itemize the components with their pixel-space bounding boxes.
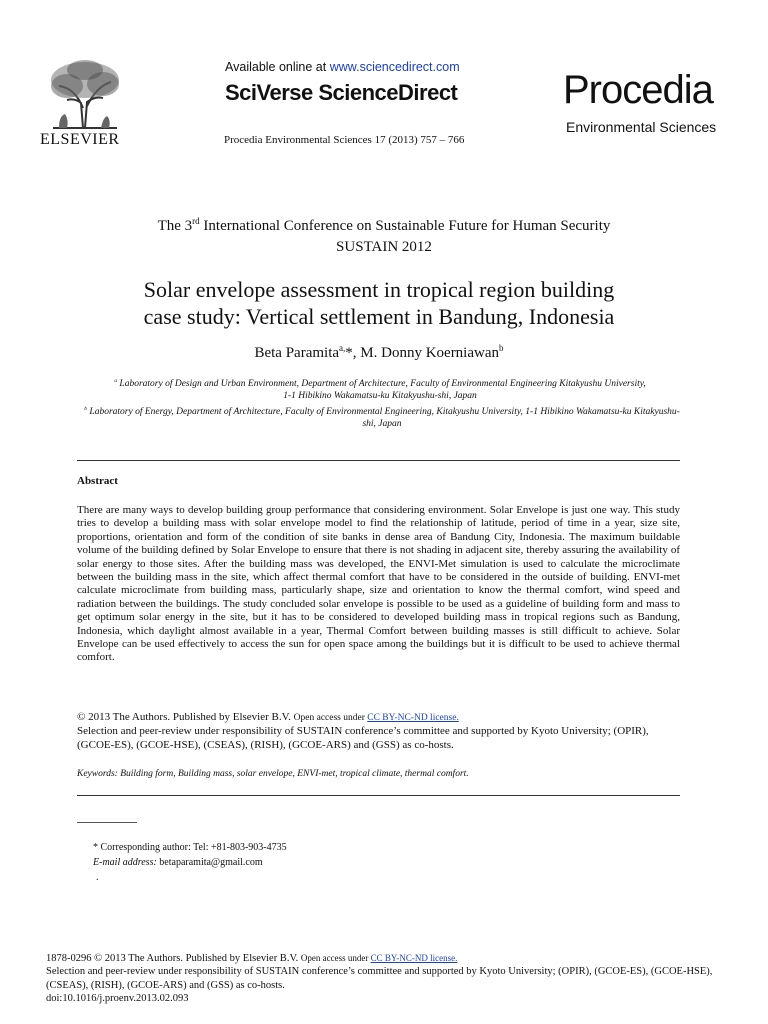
abstract-body: There are many ways to develop building group performance that considering environment. Solar Envelope is just one way. This study tries to develop a building mass with solar envelope model to find the relationship of latitude, period of time in a year, size site, proportions, orientation and form of the condition of site banks in dense area of Bandung City, Indonesia. The maximum buildable volume of the building defined by Solar Envelope to ensure that there is not shading in adjacent site, thereby assuring the availability of solar energy to those sites. After the building mass was developed, the ENVI-Met simulation is used to calculate the microclimate between the building mass in the site, which affect thermal comfort that have to be considered in the outside of building. ENVI-met calculate microclimate from building mass, particularly shape, size and orientation to know the thermal comfort, wind speed and radiation between the buildings. The study concluded solar envelope is possible to be used as a guideline of building form and mass to get optimum solar energy in the site, but it has to be considered to developed building mass in tropical regions such as Bandung, Indonesia, which daylight almost available in a year, Thermal Comfort between building masses is still difficult to achieve. Solar Envelope can be used effectively to access the sun for open space among the buildings but it is difficult to be used to achieve thermal comfort. — [77, 504, 680, 664]
footer-copyright-line — [46, 952, 736, 965]
footnote-dot: . — [96, 872, 99, 883]
email-label: E-mail address: — [93, 857, 157, 868]
conference-line1 — [0, 218, 768, 235]
paper-title-line1: Solar envelope assessment in tropical region building — [143, 277, 615, 302]
email-line — [93, 857, 263, 868]
publisher-name: ELSEVIER — [40, 131, 120, 148]
available-online-prefix: Available online at — [225, 60, 330, 74]
footer-issn-copyright: 1878-0296 © 2013 The Authors. Published by Elsevier B.V. — [46, 953, 301, 964]
footer-open-access: Open access under — [300, 953, 371, 963]
abstract-open-access: Open access under — [293, 713, 368, 723]
affiliation-a-mark: a — [114, 377, 118, 384]
abstract-copyright-text: © 2013 The Authors. Published by Elsevier B.V. — [77, 711, 294, 723]
affiliation-a — [110, 378, 650, 402]
abstract-copyright — [77, 711, 687, 752]
affiliation-a-text: Laboratory of Design and Urban Environment, Department of Architecture, Faculty of Environmental Engineering Kitakyushu University, 1-1 Hibikino Wakamatsu-ku Kitakyushu-shi, Japan — [119, 379, 646, 401]
elsevier-tree-icon — [45, 58, 125, 130]
author-2: M. Donny Koerniawan — [360, 345, 500, 361]
abstract-heading: Abstract — [77, 475, 118, 487]
author-2-sup: b — [499, 343, 504, 353]
journal-name: Procedia — [563, 68, 713, 112]
citation: Procedia Environmental Sciences 17 (2013) 757 – 766 — [224, 134, 465, 146]
footnote-rule — [77, 822, 137, 823]
journal-subtitle: Environmental Sciences — [566, 119, 717, 135]
footer-doi[interactable]: doi:10.1016/j.proenv.2013.02.093 — [46, 993, 189, 1005]
abstract-bottom-rule — [77, 795, 680, 796]
available-online-line — [225, 60, 460, 74]
abstract-peer-review: Selection and peer-review under responsibility of SUSTAIN conference’s committee and supported by Kyoto University; (OPIR), (GCOE-ES), (GCOE-HSE), (CSEAS), (RISH), (GCOE-ARS) and (GSS) as co-hosts. — [77, 725, 649, 751]
conference-ordinal-sup: rd — [192, 216, 200, 226]
affiliation-b-text: Laboratory of Energy, Department of Architecture, Faculty of Environmental Engineering, Kitakyushu University, 1-1 Hibikino Wakamatsu-ku Kitakyushu-shi, Japan — [89, 407, 680, 429]
conference-line1-rest: International Conference on Sustainable Future for Human Security — [199, 218, 611, 234]
authors — [0, 345, 758, 362]
keywords-label: Keywords: — [77, 769, 118, 779]
conference-line1-prefix: The 3 — [157, 218, 193, 234]
footer-license-link[interactable]: CC BY-NC-ND license. — [370, 953, 458, 963]
email-address[interactable]: betaparamita@gmail.com — [156, 857, 263, 868]
paper-title-line2: case study: Vertical settlement in Bandung, Indonesia — [143, 304, 615, 329]
sciencedirect-url[interactable]: www.sciencedirect.com — [329, 60, 460, 74]
keywords-text: Building form, Building mass, solar envelope, ENVI-met, tropical climate, thermal comfort. — [117, 769, 469, 779]
abstract-top-rule — [77, 460, 680, 461]
footer-peer-review: Selection and peer-review under responsibility of SUSTAIN conference’s committee and supported by Kyoto University; (OPIR), (GCOE-ES), (GCOE-HSE), (CSEAS), (RISH), (GCOE-ARS) and (GSS) as co-hosts. — [46, 966, 713, 991]
conference-line2: SUSTAIN 2012 — [336, 239, 432, 255]
affiliation-b — [82, 406, 682, 430]
page-footer — [46, 952, 736, 1006]
author-1: Beta Paramita — [254, 345, 340, 361]
corresponding-author: * Corresponding author: Tel: +81-803-903-4735 — [93, 842, 287, 853]
affiliation-b-mark: b — [84, 405, 88, 412]
abstract-license-link[interactable]: CC BY-NC-ND license. — [367, 713, 459, 723]
author-1-star: *, — [345, 345, 361, 361]
author-1-sup: a, — [339, 343, 346, 353]
platform-name: SciVerse ScienceDirect — [225, 80, 458, 105]
keywords — [77, 769, 687, 779]
elsevier-logo — [40, 58, 130, 153]
